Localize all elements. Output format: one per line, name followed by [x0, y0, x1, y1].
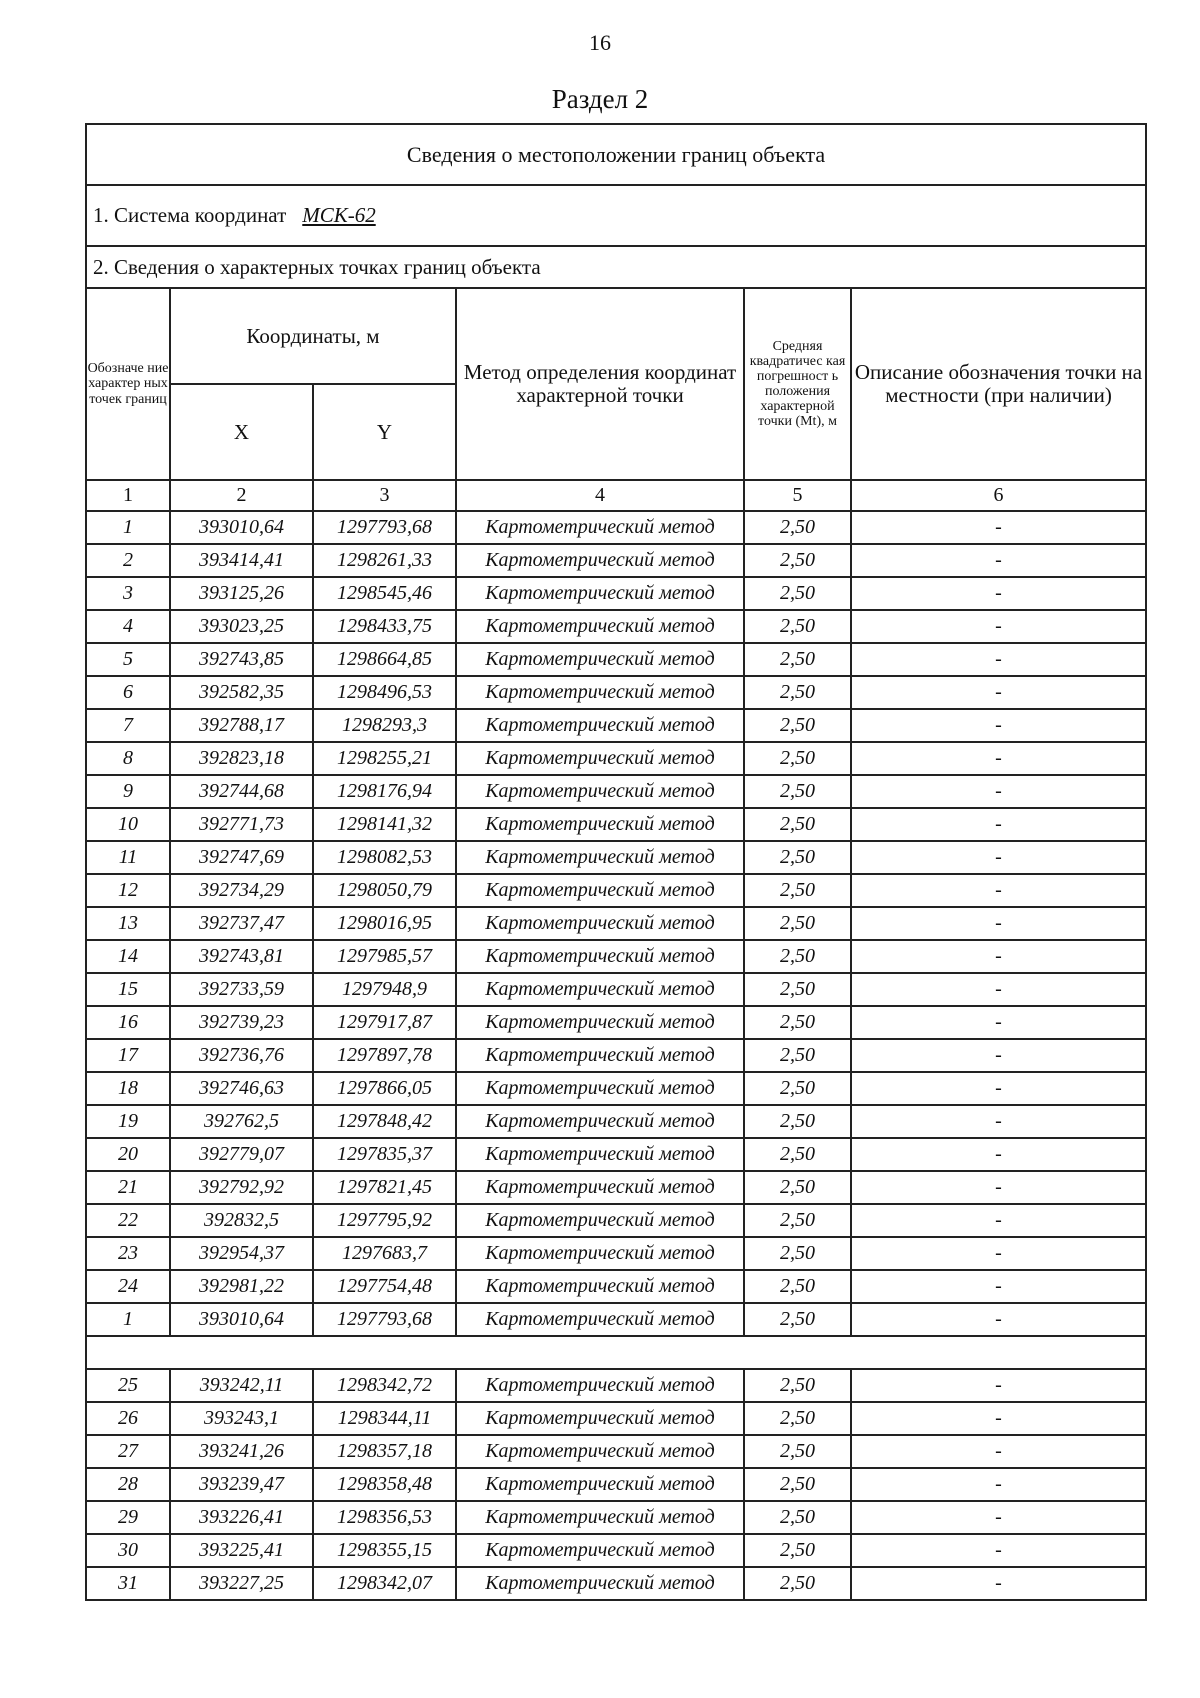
description-cell: -: [851, 1402, 1146, 1435]
mean-error-cell: 2,50: [744, 1138, 851, 1171]
column-number-row: [86, 480, 1146, 511]
description-cell: -: [851, 907, 1146, 940]
point-number-cell: 2: [86, 544, 170, 577]
table-row: [86, 1105, 1146, 1138]
x-coordinate-cell: 393227,25: [170, 1567, 313, 1600]
y-coordinate-cell: 1298293,3: [313, 709, 456, 742]
table-row: [86, 874, 1146, 907]
point-number-cell: 5: [86, 643, 170, 676]
table-row: [86, 775, 1146, 808]
method-cell: Картометрический метод: [456, 1501, 744, 1534]
x-coordinate-cell: 392739,23: [170, 1006, 313, 1039]
point-number-cell: 30: [86, 1534, 170, 1567]
description-cell: -: [851, 1303, 1146, 1336]
point-number-cell: 28: [86, 1468, 170, 1501]
y-coordinate-cell: 1297795,92: [313, 1204, 456, 1237]
description-cell: -: [851, 1468, 1146, 1501]
mean-error-cell: 2,50: [744, 1567, 851, 1600]
y-coordinate-cell: 1298176,94: [313, 775, 456, 808]
table-row: [86, 1237, 1146, 1270]
x-coordinate-cell: 392736,76: [170, 1039, 313, 1072]
point-number-cell: 13: [86, 907, 170, 940]
method-cell: Картометрический метод: [456, 1204, 744, 1237]
description-cell: -: [851, 1567, 1146, 1600]
method-cell: Картометрический метод: [456, 841, 744, 874]
x-coordinate-cell: 393414,41: [170, 544, 313, 577]
table-row: [86, 841, 1146, 874]
description-cell: -: [851, 874, 1146, 907]
description-cell: -: [851, 1006, 1146, 1039]
method-cell: Картометрический метод: [456, 973, 744, 1006]
y-coordinate-cell: 1298355,15: [313, 1534, 456, 1567]
x-coordinate-cell: 392746,63: [170, 1072, 313, 1105]
method-cell: Картометрический метод: [456, 1072, 744, 1105]
y-coordinate-cell: 1298344,11: [313, 1402, 456, 1435]
column-number: 4: [456, 480, 744, 511]
mean-error-cell: 2,50: [744, 1105, 851, 1138]
mean-error-cell: 2,50: [744, 577, 851, 610]
mean-error-cell: 2,50: [744, 709, 851, 742]
method-cell: Картометрический метод: [456, 544, 744, 577]
description-cell: -: [851, 511, 1146, 544]
table-row: [86, 610, 1146, 643]
y-coordinate-cell: 1297821,45: [313, 1171, 456, 1204]
mean-error-cell: 2,50: [744, 610, 851, 643]
mean-error-cell: 2,50: [744, 907, 851, 940]
y-coordinate-cell: 1298261,33: [313, 544, 456, 577]
mean-error-cell: 2,50: [744, 1501, 851, 1534]
description-cell: -: [851, 1501, 1146, 1534]
method-cell: Картометрический метод: [456, 1468, 744, 1501]
table-row: [86, 1369, 1146, 1402]
method-cell: Картометрический метод: [456, 1303, 744, 1336]
x-coordinate-cell: 392582,35: [170, 676, 313, 709]
boundary-points-table: [85, 123, 1147, 1601]
coordinate-system-row: [86, 185, 1146, 246]
method-cell: Картометрический метод: [456, 1435, 744, 1468]
mean-error-cell: 2,50: [744, 940, 851, 973]
y-coordinate-cell: 1298050,79: [313, 874, 456, 907]
point-number-cell: 31: [86, 1567, 170, 1600]
point-number-cell: 27: [86, 1435, 170, 1468]
y-coordinate-cell: 1298664,85: [313, 643, 456, 676]
contour-separator-cell: [86, 1336, 1146, 1369]
mean-error-cell: 2,50: [744, 874, 851, 907]
y-coordinate-cell: 1297835,37: [313, 1138, 456, 1171]
table-row: [86, 1039, 1146, 1072]
table-row: [86, 1270, 1146, 1303]
coordinate-system-value: МСК-62: [302, 203, 376, 227]
mean-error-cell: 2,50: [744, 1435, 851, 1468]
header-y: Y: [313, 384, 456, 480]
point-number-cell: 25: [86, 1369, 170, 1402]
table-row: [86, 1204, 1146, 1237]
x-coordinate-cell: 392954,37: [170, 1237, 313, 1270]
point-number-cell: 26: [86, 1402, 170, 1435]
table-row: [86, 1006, 1146, 1039]
x-coordinate-cell: 392981,22: [170, 1270, 313, 1303]
header-coordinates: Координаты, м: [170, 288, 456, 384]
method-cell: Картометрический метод: [456, 1237, 744, 1270]
mean-error-cell: 2,50: [744, 841, 851, 874]
mean-error-cell: 2,50: [744, 544, 851, 577]
column-number: 3: [313, 480, 456, 511]
header-point-designation: Обозначе ние характер ных точек границ: [86, 288, 170, 480]
table-row: [86, 1303, 1146, 1336]
y-coordinate-cell: 1298141,32: [313, 808, 456, 841]
description-cell: -: [851, 544, 1146, 577]
method-cell: Картометрический метод: [456, 1006, 744, 1039]
point-number-cell: 15: [86, 973, 170, 1006]
method-cell: Картометрический метод: [456, 907, 744, 940]
y-coordinate-cell: 1298545,46: [313, 577, 456, 610]
description-cell: -: [851, 1369, 1146, 1402]
point-number-cell: 20: [86, 1138, 170, 1171]
x-coordinate-cell: 392744,68: [170, 775, 313, 808]
x-coordinate-cell: 392737,47: [170, 907, 313, 940]
mean-error-cell: 2,50: [744, 643, 851, 676]
method-cell: Картометрический метод: [456, 940, 744, 973]
x-coordinate-cell: 392792,92: [170, 1171, 313, 1204]
point-number-cell: 6: [86, 676, 170, 709]
table-row: [86, 709, 1146, 742]
y-coordinate-cell: 1298082,53: [313, 841, 456, 874]
method-cell: Картометрический метод: [456, 1534, 744, 1567]
x-coordinate-cell: 393241,26: [170, 1435, 313, 1468]
point-number-cell: 11: [86, 841, 170, 874]
point-number-cell: 29: [86, 1501, 170, 1534]
column-number: 2: [170, 480, 313, 511]
point-number-cell: 8: [86, 742, 170, 775]
method-cell: Картометрический метод: [456, 775, 744, 808]
y-coordinate-cell: 1297948,9: [313, 973, 456, 1006]
x-coordinate-cell: 392788,17: [170, 709, 313, 742]
mean-error-cell: 2,50: [744, 1171, 851, 1204]
table-row: [86, 808, 1146, 841]
table-row: [86, 1501, 1146, 1534]
mean-error-cell: 2,50: [744, 775, 851, 808]
table-row: [86, 544, 1146, 577]
y-coordinate-cell: 1297985,57: [313, 940, 456, 973]
mean-error-cell: 2,50: [744, 511, 851, 544]
header-x: X: [170, 384, 313, 480]
description-cell: -: [851, 841, 1146, 874]
mean-error-cell: 2,50: [744, 1039, 851, 1072]
table-row: [86, 643, 1146, 676]
x-coordinate-cell: 393243,1: [170, 1402, 313, 1435]
y-coordinate-cell: 1297793,68: [313, 511, 456, 544]
description-cell: -: [851, 775, 1146, 808]
method-cell: Картометрический метод: [456, 1270, 744, 1303]
point-number-cell: 9: [86, 775, 170, 808]
y-coordinate-cell: 1297683,7: [313, 1237, 456, 1270]
x-coordinate-cell: 392771,73: [170, 808, 313, 841]
method-cell: Картометрический метод: [456, 643, 744, 676]
mean-error-cell: 2,50: [744, 676, 851, 709]
x-coordinate-cell: 392743,81: [170, 940, 313, 973]
y-coordinate-cell: 1298356,53: [313, 1501, 456, 1534]
section-title: Раздел 2: [551, 84, 649, 114]
x-coordinate-cell: 392762,5: [170, 1105, 313, 1138]
method-cell: Картометрический метод: [456, 1138, 744, 1171]
column-number: 6: [851, 480, 1146, 511]
y-coordinate-cell: 1298016,95: [313, 907, 456, 940]
point-number-cell: 3: [86, 577, 170, 610]
header-mean-error: Средняя квадратичес кая погрешност ь положения характерной точки (Mt), м: [744, 288, 851, 480]
x-coordinate-cell: 393242,11: [170, 1369, 313, 1402]
y-coordinate-cell: 1298342,72: [313, 1369, 456, 1402]
mean-error-cell: 2,50: [744, 973, 851, 1006]
x-coordinate-cell: 392779,07: [170, 1138, 313, 1171]
method-cell: Картометрический метод: [456, 808, 744, 841]
point-number-cell: 22: [86, 1204, 170, 1237]
y-coordinate-cell: 1297897,78: [313, 1039, 456, 1072]
y-coordinate-cell: 1297848,42: [313, 1105, 456, 1138]
page-number: 16: [589, 30, 611, 55]
method-cell: Картометрический метод: [456, 676, 744, 709]
x-coordinate-cell: 393023,25: [170, 610, 313, 643]
x-coordinate-cell: 393239,47: [170, 1468, 313, 1501]
x-coordinate-cell: 393225,41: [170, 1534, 313, 1567]
header-method: Метод определения координат характерной точки: [456, 288, 744, 480]
table-row: [86, 1171, 1146, 1204]
table-row: [86, 1138, 1146, 1171]
method-cell: Картометрический метод: [456, 610, 744, 643]
point-number-cell: 1: [86, 511, 170, 544]
x-coordinate-cell: 392747,69: [170, 841, 313, 874]
mean-error-cell: 2,50: [744, 1237, 851, 1270]
y-coordinate-cell: 1298342,07: [313, 1567, 456, 1600]
y-coordinate-cell: 1297917,87: [313, 1006, 456, 1039]
mean-error-cell: 2,50: [744, 1468, 851, 1501]
method-cell: Картометрический метод: [456, 577, 744, 610]
mean-error-cell: 2,50: [744, 1270, 851, 1303]
y-coordinate-cell: 1297793,68: [313, 1303, 456, 1336]
y-coordinate-cell: 1297754,48: [313, 1270, 456, 1303]
column-number: 5: [744, 480, 851, 511]
table-row: [86, 676, 1146, 709]
point-number-cell: 1: [86, 1303, 170, 1336]
table-row: [86, 973, 1146, 1006]
column-number: 1: [86, 480, 170, 511]
x-coordinate-cell: 393010,64: [170, 1303, 313, 1336]
point-number-cell: 4: [86, 610, 170, 643]
method-cell: Картометрический метод: [456, 742, 744, 775]
description-cell: -: [851, 1039, 1146, 1072]
header-description: Описание обозначения точки на местности (при наличии): [851, 288, 1146, 480]
point-number-cell: 24: [86, 1270, 170, 1303]
x-coordinate-cell: 393010,64: [170, 511, 313, 544]
table-row: [86, 577, 1146, 610]
description-cell: -: [851, 643, 1146, 676]
y-coordinate-cell: 1298358,48: [313, 1468, 456, 1501]
table-banner: Сведения о местоположении границ объекта: [86, 124, 1146, 185]
point-number-cell: 17: [86, 1039, 170, 1072]
mean-error-cell: 2,50: [744, 1072, 851, 1105]
table-row: [86, 1567, 1146, 1600]
y-coordinate-cell: 1298496,53: [313, 676, 456, 709]
point-number-cell: 18: [86, 1072, 170, 1105]
mean-error-cell: 2,50: [744, 1534, 851, 1567]
method-cell: Картометрический метод: [456, 1567, 744, 1600]
point-number-cell: 21: [86, 1171, 170, 1204]
method-cell: Картометрический метод: [456, 874, 744, 907]
y-coordinate-cell: 1298357,18: [313, 1435, 456, 1468]
point-number-cell: 19: [86, 1105, 170, 1138]
method-cell: Картометрический метод: [456, 1039, 744, 1072]
point-number-cell: 16: [86, 1006, 170, 1039]
x-coordinate-cell: 392734,29: [170, 874, 313, 907]
coordinate-system-label: 1. Система координат: [93, 203, 287, 227]
method-cell: Картометрический метод: [456, 1171, 744, 1204]
contour-separator-row: [86, 1336, 1146, 1369]
x-coordinate-cell: 392733,59: [170, 973, 313, 1006]
description-cell: -: [851, 973, 1146, 1006]
table-row: [86, 940, 1146, 973]
table-row: [86, 1534, 1146, 1567]
points-section-title: 2. Сведения о характерных точках границ объекта: [86, 246, 1146, 288]
point-number-cell: 23: [86, 1237, 170, 1270]
point-number-cell: 10: [86, 808, 170, 841]
method-cell: Картометрический метод: [456, 511, 744, 544]
table-row: [86, 1435, 1146, 1468]
description-cell: -: [851, 1105, 1146, 1138]
method-cell: Картометрический метод: [456, 1402, 744, 1435]
point-number-cell: 14: [86, 940, 170, 973]
table-row: [86, 907, 1146, 940]
x-coordinate-cell: 392823,18: [170, 742, 313, 775]
mean-error-cell: 2,50: [744, 1204, 851, 1237]
y-coordinate-cell: 1298433,75: [313, 610, 456, 643]
method-cell: Картометрический метод: [456, 1105, 744, 1138]
x-coordinate-cell: 393125,26: [170, 577, 313, 610]
description-cell: -: [851, 1270, 1146, 1303]
description-cell: -: [851, 940, 1146, 973]
description-cell: -: [851, 676, 1146, 709]
mean-error-cell: 2,50: [744, 1369, 851, 1402]
x-coordinate-cell: 392743,85: [170, 643, 313, 676]
mean-error-cell: 2,50: [744, 742, 851, 775]
table-row: [86, 511, 1146, 544]
description-cell: -: [851, 1171, 1146, 1204]
description-cell: -: [851, 1138, 1146, 1171]
description-cell: -: [851, 577, 1146, 610]
method-cell: Картометрический метод: [456, 1369, 744, 1402]
table-row: [86, 1072, 1146, 1105]
y-coordinate-cell: 1298255,21: [313, 742, 456, 775]
mean-error-cell: 2,50: [744, 1006, 851, 1039]
point-number-cell: 7: [86, 709, 170, 742]
table-row: [86, 1468, 1146, 1501]
description-cell: -: [851, 808, 1146, 841]
description-cell: -: [851, 742, 1146, 775]
description-cell: -: [851, 1435, 1146, 1468]
mean-error-cell: 2,50: [744, 1402, 851, 1435]
table-row: [86, 1402, 1146, 1435]
description-cell: -: [851, 1072, 1146, 1105]
mean-error-cell: 2,50: [744, 808, 851, 841]
method-cell: Картометрический метод: [456, 709, 744, 742]
table-row: [86, 742, 1146, 775]
description-cell: -: [851, 1204, 1146, 1237]
x-coordinate-cell: 393226,41: [170, 1501, 313, 1534]
x-coordinate-cell: 392832,5: [170, 1204, 313, 1237]
description-cell: -: [851, 610, 1146, 643]
description-cell: -: [851, 1237, 1146, 1270]
mean-error-cell: 2,50: [744, 1303, 851, 1336]
description-cell: -: [851, 709, 1146, 742]
description-cell: -: [851, 1534, 1146, 1567]
y-coordinate-cell: 1297866,05: [313, 1072, 456, 1105]
point-number-cell: 12: [86, 874, 170, 907]
